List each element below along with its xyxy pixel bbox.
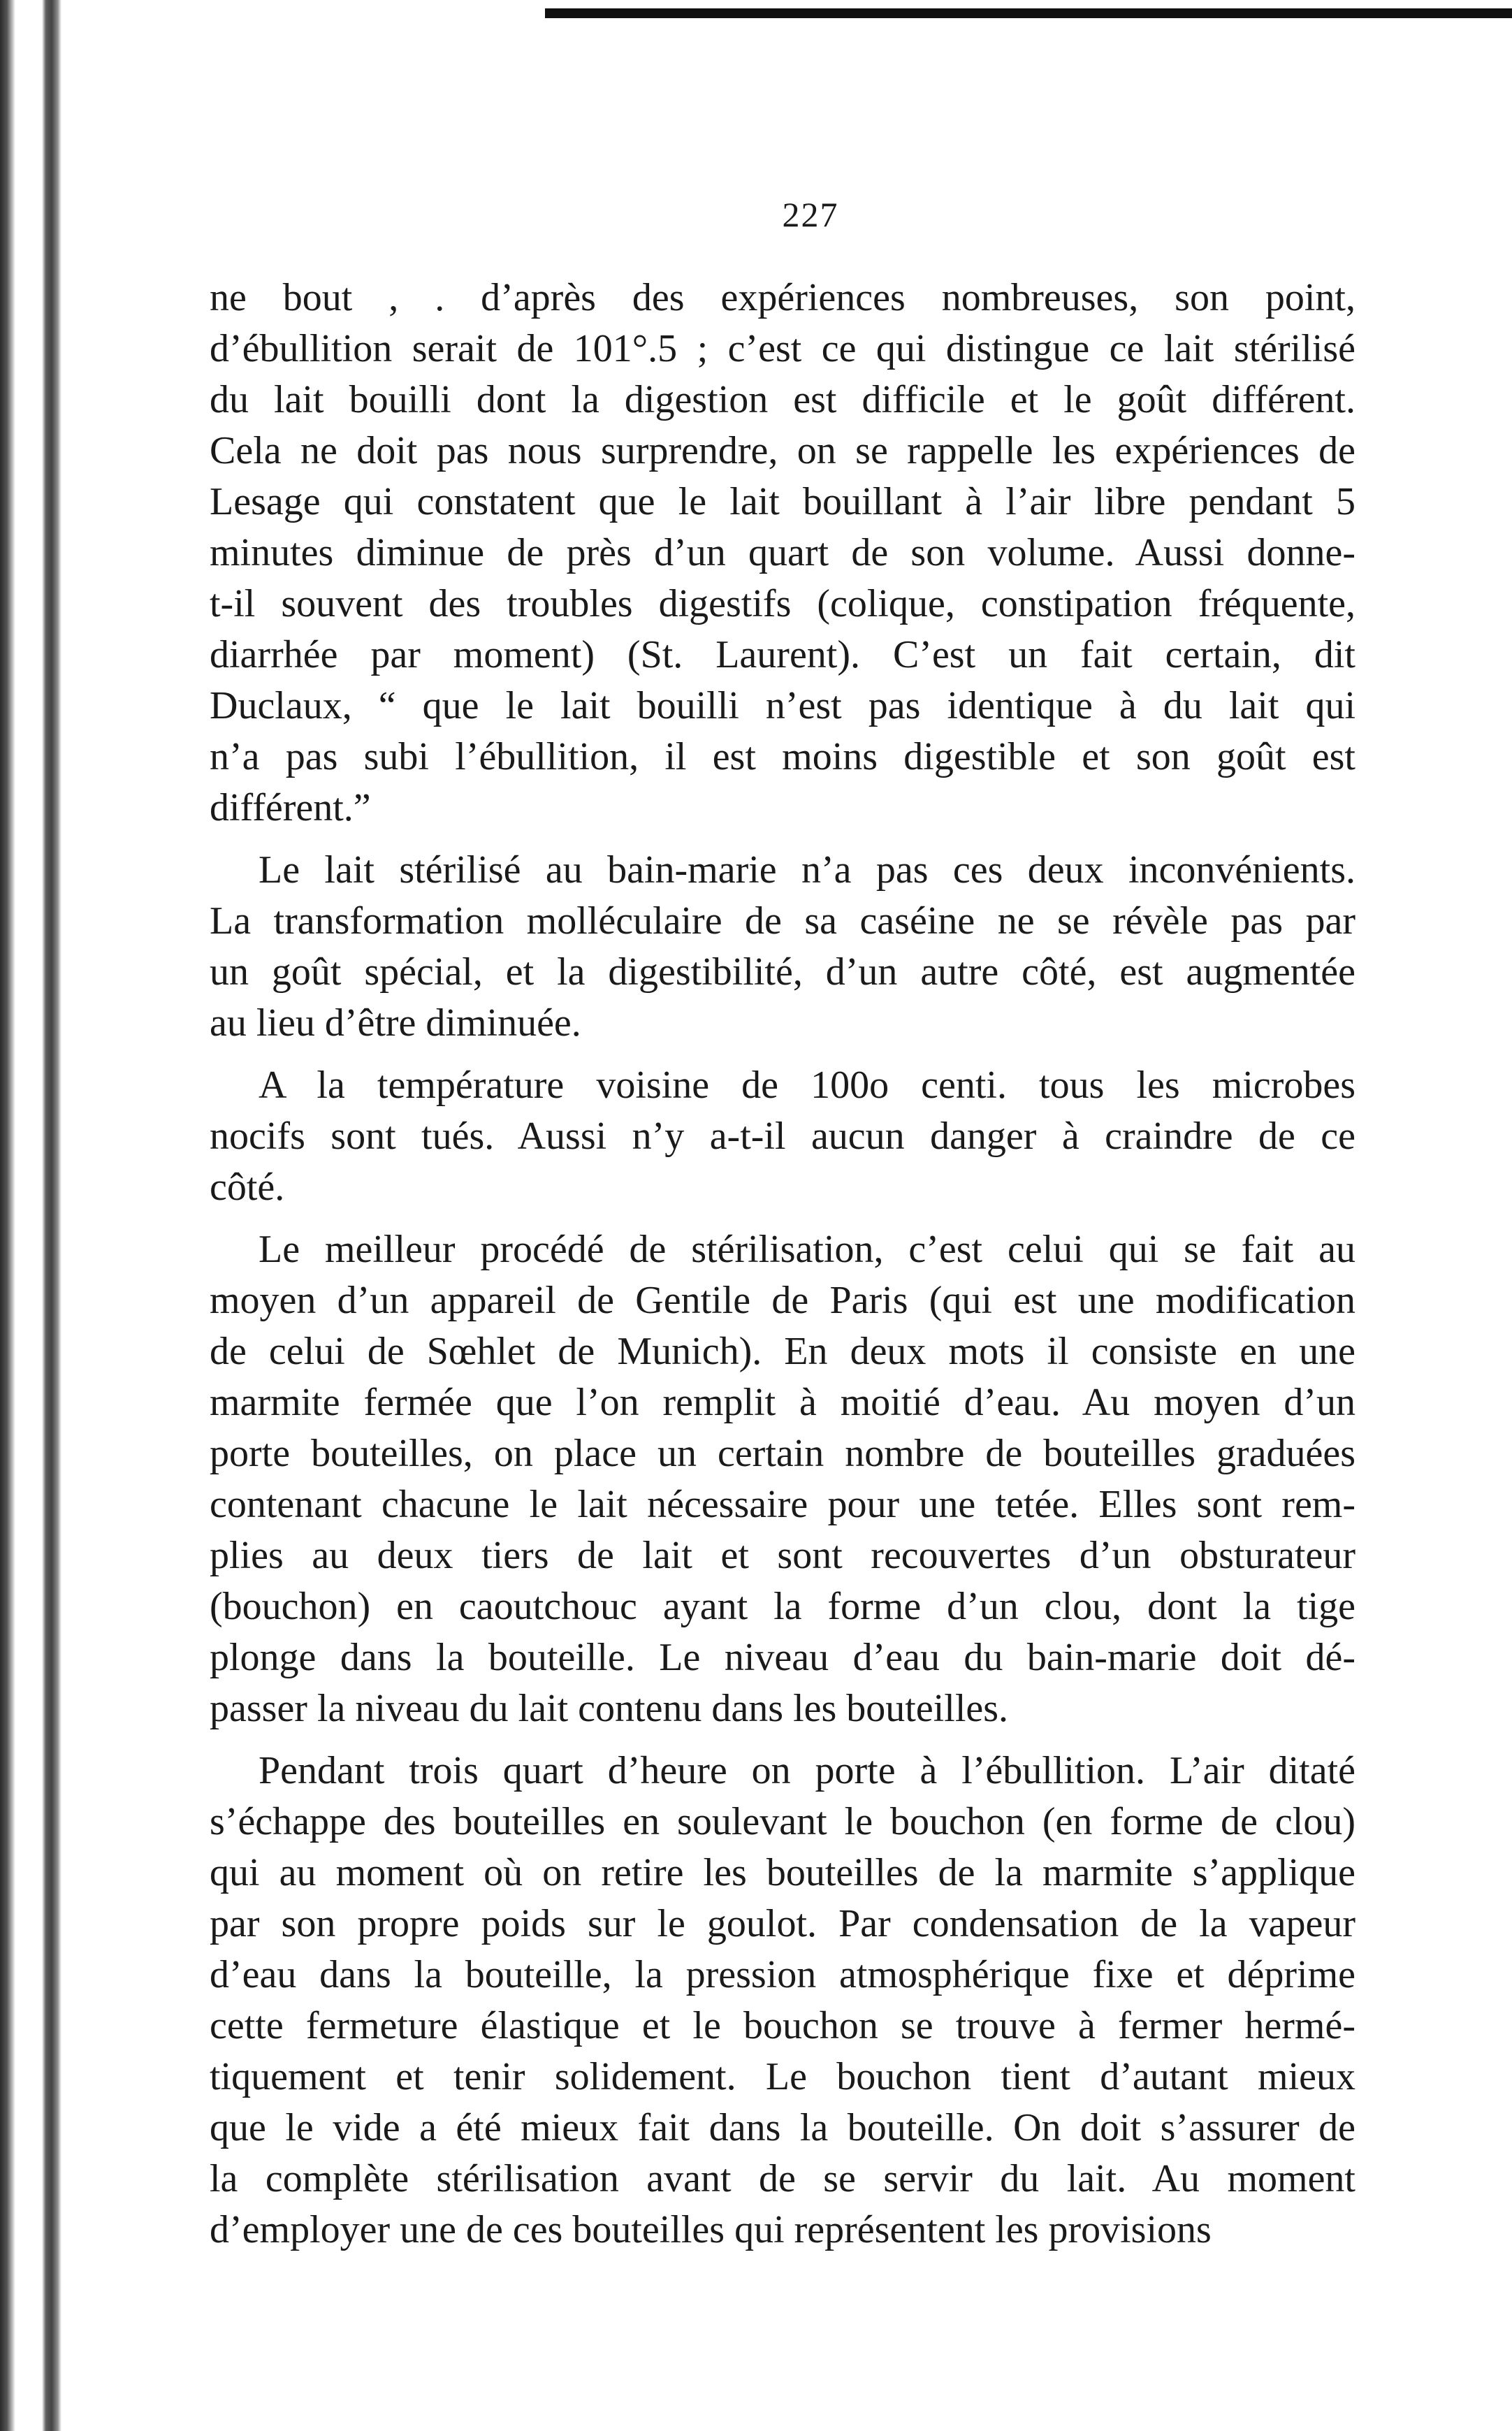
text-line: passer la niveau du lait contenu dans les bouteilles. <box>210 1687 1009 1730</box>
text-line: porte bouteilles, on place un certain nombre de bouteilles graduées <box>210 1432 1355 1475</box>
scan-top-border <box>545 8 1512 18</box>
paragraph <box>210 1746 1355 2256</box>
text-line: différent.” <box>210 786 371 829</box>
text-line: (bouchon) en caoutchouc ayant la forme d’un clou, dont la tige <box>210 1585 1355 1628</box>
paragraph <box>210 1224 1355 1734</box>
scan-binding-shadow <box>42 0 61 2431</box>
text-line: nocifs sont tués. Aussi n’y a-t-il aucun danger à craindre de ce <box>210 1115 1355 1158</box>
text-line: de celui de Sœhlet de Munich). En deux mots il consiste en une <box>210 1330 1355 1373</box>
text-line: tiquement et tenir solidement. Le bouchon tient d’autant mieux <box>210 2055 1355 2098</box>
document-body <box>210 273 1355 2256</box>
paragraph-gap <box>210 1213 1355 1224</box>
text-line: Le lait stérilisé au bain-marie n’a pas ces deux inconvénients. <box>259 848 1355 892</box>
text-line: moyen d’un appareil de Gentile de Paris (qui est une modification <box>210 1279 1355 1322</box>
scan-binding-edge <box>0 0 15 2431</box>
paragraph-gap <box>210 834 1355 845</box>
text-line: au lieu d’être diminuée. <box>210 1001 581 1045</box>
text-line: contenant chacune le lait nécessaire pour une tetée. Elles sont rem- <box>210 1483 1355 1526</box>
paragraph-gap <box>210 1049 1355 1060</box>
text-line: marmite fermée que l’on remplit à moitié d’eau. Au moyen d’un <box>210 1381 1355 1424</box>
text-line: plonge dans la bouteille. Le niveau d’eau du bain-marie doit dé- <box>210 1636 1355 1679</box>
text-line: d’ébullition serait de 101°.5 ; c’est ce qui distingue ce lait stérilisé <box>210 327 1355 370</box>
text-line: du lait bouilli dont la digestion est difficile et le goût différent. <box>210 378 1355 421</box>
text-line: cette fermeture élastique et le bouchon se trouve à fermer hermé- <box>210 2004 1355 2047</box>
text-line: d’employer une de ces bouteilles qui représentent les provisions <box>210 2208 1212 2251</box>
text-line: côté. <box>210 1166 285 1209</box>
text-line: un goût spécial, et la digestibilité, d’un autre côté, est augmentée <box>210 950 1355 994</box>
text-line: s’échappe des bouteilles en soulevant le bouchon (en forme de clou) <box>210 1800 1355 1843</box>
text-line: diarrhée par moment) (St. Laurent). C’est un fait certain, dit <box>210 633 1355 676</box>
text-line: La transformation molléculaire de sa caséine ne se révèle pas par <box>210 899 1355 943</box>
text-line: A la température voisine de 100o centi. tous les microbes <box>259 1064 1355 1107</box>
text-line: que le vide a été mieux fait dans la bouteille. On doit s’assurer de <box>210 2106 1355 2149</box>
paragraph-gap <box>210 1734 1355 1746</box>
text-line: t-il souvent des troubles digestifs (colique, constipation fréquente, <box>210 582 1355 625</box>
text-line: ne bout , . d’après des expériences nombreuses, son point, <box>210 276 1355 319</box>
page-number: 227 <box>782 195 839 234</box>
text-line: minutes diminue de près d’un quart de son volume. Aussi donne- <box>210 531 1355 574</box>
text-line: Le meilleur procédé de stérilisation, c’est celui qui se fait au <box>259 1228 1355 1271</box>
text-line: Cela ne doit pas nous surprendre, on se rappelle les expériences de <box>210 429 1355 472</box>
text-line: n’a pas subi l’ébullition, il est moins digestible et son goût est <box>210 735 1355 778</box>
text-line: Pendant trois quart d’heure on porte à l’ébullition. L’air ditaté <box>259 1749 1355 1792</box>
text-line: Lesage qui constatent que le lait bouillant à l’air libre pendant 5 <box>210 480 1355 523</box>
text-line: plies au deux tiers de lait et sont recouvertes d’un obsturateur <box>210 1534 1355 1577</box>
text-line: la complète stérilisation avant de se servir du lait. Au moment <box>210 2157 1355 2200</box>
text-line: par son propre poids sur le goulot. Par condensation de la vapeur <box>210 1902 1355 1945</box>
text-line: qui au moment où on retire les bouteilles de la marmite s’applique <box>210 1851 1355 1894</box>
paragraph <box>210 273 1355 834</box>
paragraph <box>210 1060 1355 1213</box>
paragraph <box>210 845 1355 1049</box>
text-line: d’eau dans la bouteille, la pression atmosphérique fixe et déprime <box>210 1953 1355 1996</box>
text-line: Duclaux, “ que le lait bouilli n’est pas identique à du lait qui <box>210 684 1355 727</box>
